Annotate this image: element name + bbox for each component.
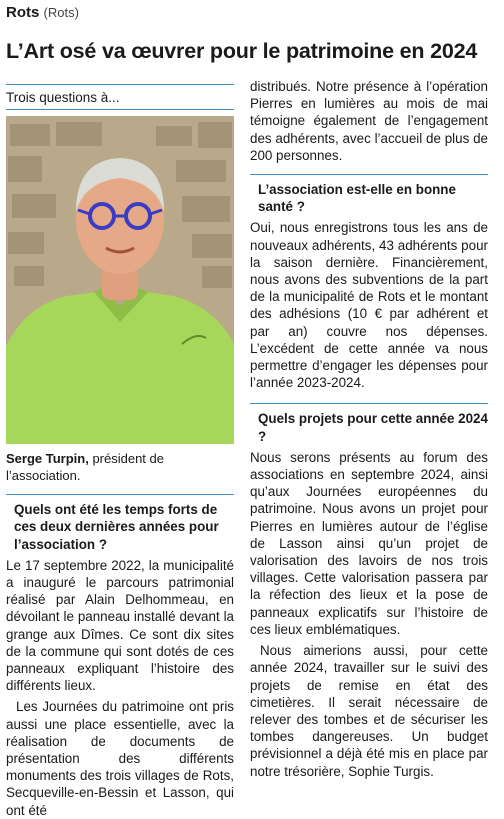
caption-text: président de l’association. xyxy=(6,451,164,484)
section-header xyxy=(6,4,79,22)
section-label: Trois questions à... xyxy=(6,84,234,110)
place-name: Rots xyxy=(6,4,40,21)
question-1: Quels ont été les temps forts de ces deux dernières années pour l’association ? xyxy=(6,494,234,557)
answer-3-paragraph-2: Nous aimerions aussi, pour cette année 2024, travailler sur le suivi des projets de remise en état des cimetières. Il serait nécessaire de relever des tombes et de sécuriser les tombes dangereuses. Un budget prévisionnel a déjà été mis en place par notre trésorière, Sophie Turgis. xyxy=(250,643,488,779)
portrait-photo xyxy=(6,116,234,444)
headline: L’Art osé va œuvrer pour le patrimoine en 2024 xyxy=(6,39,478,63)
question-2: L’association est-elle en bonne santé ? xyxy=(250,174,488,219)
photo-caption xyxy=(6,450,234,484)
right-column xyxy=(250,78,488,780)
caption-name: Serge Turpin, xyxy=(6,451,89,467)
answer-2: Oui, nous enregistrons tous les ans de nouveaux adhérents, 43 adhérents pour la saison dernière. Financièrement, nous avons des subventions de la part de la municipalité de Rots et le montant des adhésions (10 € par adhérent et par an) couvre nos dépenses. L’excédent de cette année va nous permettre d’engager les dépenses pour l’année 2023-2024. xyxy=(250,220,488,391)
question-3: Quels projets pour cette année 2024 ? xyxy=(250,403,488,448)
place-sub: (Rots) xyxy=(43,5,79,20)
portrait-illustration xyxy=(6,116,234,444)
answer-1-paragraph-1: Le 17 septembre 2022, la municipalité a inauguré le parcours patrimonial réalisé par Alain Delhommeau, en dévoilant le panneau installé devant la grange aux Dîmes. Ce sont dix sites de la commune qui sont dotés de ces panneaux expliquant l’histoire des différents lieux. xyxy=(6,557,234,694)
answer-1-continuation: distribués. Notre présence à l’opération Pierres en lumières au mois de mai témoigne également de l’engagement des adhérents, avec l’accueil de plus de 200 personnes. xyxy=(250,79,488,163)
left-column xyxy=(6,84,234,819)
answer-3-paragraph-1: Nous serons présents au forum des associations en septembre 2024, ainsi qu’aux Journées européennes du patrimoine. Nous avons un projet pour Pierres en lumières autour de l’église de Lasson ainsi qu’un projet de valorisation des lavoirs de nos trois villages. Cette valorisation passera par la réfection des lieux et la pose de panneaux explicatifs sur l’histoire de ces lieux emblématiques. xyxy=(250,449,488,637)
answer-1-paragraph-2: Les Journées du patrimoine ont pris aussi une place essentielle, avec la réalisation de documents de présentation des différents monuments des trois villages de Rots, Secqueville-en-Bessin et Lasson, qui ont été xyxy=(6,699,234,818)
